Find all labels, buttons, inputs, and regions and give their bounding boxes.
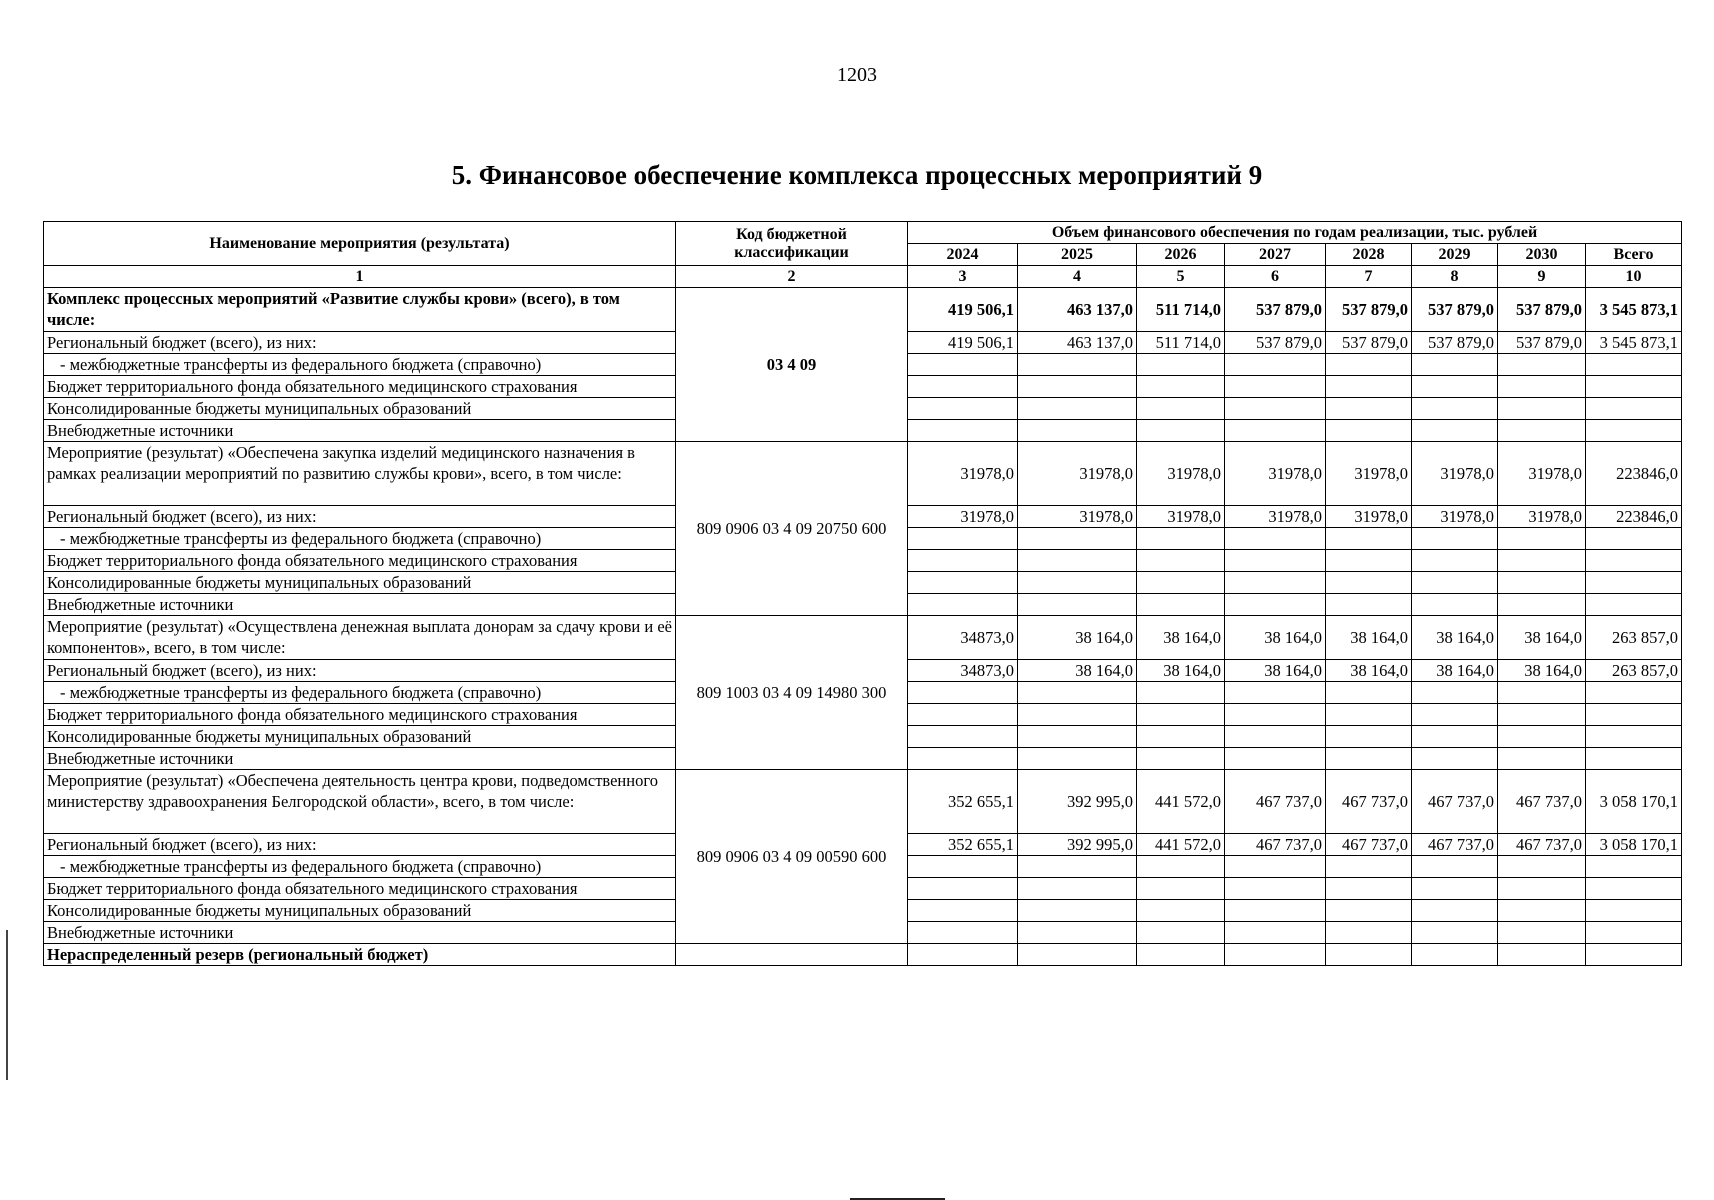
value-cell	[1586, 856, 1682, 878]
value-cell	[908, 594, 1018, 616]
value-cell	[1412, 900, 1498, 922]
value-cell	[1412, 922, 1498, 944]
row-label-municipal: Консолидированные бюджеты муниципальных образований	[44, 572, 676, 594]
header-col-number: 1	[44, 266, 676, 288]
value-cell	[1498, 528, 1586, 550]
value-cell	[1586, 726, 1682, 748]
value-cell: 31978,0	[1326, 442, 1412, 506]
value-cell	[1586, 572, 1682, 594]
value-cell	[676, 944, 908, 966]
value-cell	[1412, 398, 1498, 420]
budget-code: 03 4 09	[676, 288, 908, 442]
value-cell: 38 164,0	[1225, 660, 1326, 682]
value-cell: 38 164,0	[1412, 660, 1498, 682]
value-cell: 392 995,0	[1018, 770, 1137, 834]
value-cell: 467 737,0	[1326, 834, 1412, 856]
value-cell	[1586, 354, 1682, 376]
row-label-transfers: - межбюджетные трансферты из федерального бюджета (справочно)	[44, 856, 676, 878]
header-col-number: 2	[676, 266, 908, 288]
value-cell	[1225, 682, 1326, 704]
value-cell: 31978,0	[908, 442, 1018, 506]
value-cell	[1137, 594, 1225, 616]
value-cell	[908, 726, 1018, 748]
value-cell: 467 737,0	[1498, 770, 1586, 834]
value-cell: 31978,0	[1018, 442, 1137, 506]
value-cell: 467 737,0	[1225, 770, 1326, 834]
value-cell	[1137, 922, 1225, 944]
table-row	[44, 944, 1682, 966]
value-cell	[1018, 528, 1137, 550]
value-cell: 537 879,0	[1326, 288, 1412, 332]
value-cell	[1225, 878, 1326, 900]
value-cell: 467 737,0	[1412, 834, 1498, 856]
value-cell	[1326, 856, 1412, 878]
value-cell	[908, 922, 1018, 944]
value-cell	[1137, 572, 1225, 594]
value-cell	[1412, 594, 1498, 616]
value-cell	[1326, 922, 1412, 944]
value-cell	[1412, 528, 1498, 550]
value-cell	[1137, 528, 1225, 550]
row-label-municipal: Консолидированные бюджеты муниципальных образований	[44, 726, 676, 748]
value-cell	[1412, 354, 1498, 376]
budget-code: 809 0906 03 4 09 00590 600	[676, 770, 908, 944]
value-cell	[1018, 420, 1137, 442]
value-cell: 38 164,0	[1018, 660, 1137, 682]
value-cell: 263 857,0	[1586, 616, 1682, 660]
value-cell	[1498, 420, 1586, 442]
header-year: 2026	[1137, 244, 1225, 266]
value-cell	[1586, 922, 1682, 944]
value-cell	[1326, 682, 1412, 704]
activity-title: Мероприятие (результат) «Осуществлена денежная выплата донорам за сдачу крови и её компонентов», всего, в том числе:	[44, 616, 676, 660]
value-cell: 511 714,0	[1137, 288, 1225, 332]
row-label-transfers: - межбюджетные трансферты из федерального бюджета (справочно)	[44, 354, 676, 376]
value-cell	[1137, 856, 1225, 878]
value-cell: 223846,0	[1586, 442, 1682, 506]
header-col-number: 8	[1412, 266, 1498, 288]
value-cell: 352 655,1	[908, 770, 1018, 834]
value-cell: 511 714,0	[1137, 332, 1225, 354]
value-cell	[1326, 528, 1412, 550]
value-cell	[1412, 856, 1498, 878]
value-cell	[1018, 726, 1137, 748]
value-cell: 537 879,0	[1498, 332, 1586, 354]
row-label-regional: Региональный бюджет (всего), из них:	[44, 834, 676, 856]
value-cell: 38 164,0	[1326, 616, 1412, 660]
value-cell	[1586, 594, 1682, 616]
value-cell	[1498, 376, 1586, 398]
value-cell	[1586, 878, 1682, 900]
value-cell: 34873,0	[908, 616, 1018, 660]
value-cell	[1018, 354, 1137, 376]
header-name: Наименование мероприятия (результата)	[44, 222, 676, 266]
header-col-number: 9	[1498, 266, 1586, 288]
value-cell: 223846,0	[1586, 506, 1682, 528]
value-cell: 467 737,0	[1225, 834, 1326, 856]
row-label-extrabudget: Внебюджетные источники	[44, 594, 676, 616]
value-cell	[1586, 420, 1682, 442]
value-cell	[1018, 900, 1137, 922]
value-cell	[1326, 878, 1412, 900]
value-cell: 537 879,0	[1412, 288, 1498, 332]
value-cell	[1225, 922, 1326, 944]
value-cell	[1412, 572, 1498, 594]
value-cell: 38 164,0	[1498, 660, 1586, 682]
row-label-transfers: - межбюджетные трансферты из федерального бюджета (справочно)	[44, 682, 676, 704]
row-label-regional: Региональный бюджет (всего), из них:	[44, 660, 676, 682]
value-cell	[1412, 682, 1498, 704]
value-cell	[1137, 398, 1225, 420]
value-cell: 467 737,0	[1498, 834, 1586, 856]
header-col-number: 10	[1586, 266, 1682, 288]
value-cell	[1586, 376, 1682, 398]
value-cell	[1137, 682, 1225, 704]
value-cell	[1586, 944, 1682, 966]
row-label-regional: Региональный бюджет (всего), из них:	[44, 332, 676, 354]
value-cell	[1326, 748, 1412, 770]
value-cell	[908, 572, 1018, 594]
value-cell	[1225, 376, 1326, 398]
value-cell: 352 655,1	[908, 834, 1018, 856]
value-cell	[1586, 900, 1682, 922]
budget-code: 809 1003 03 4 09 14980 300	[676, 616, 908, 770]
value-cell: 31978,0	[1225, 442, 1326, 506]
value-cell	[1498, 354, 1586, 376]
value-cell	[1498, 572, 1586, 594]
header-col-number: 5	[1137, 266, 1225, 288]
value-cell	[1225, 420, 1326, 442]
value-cell	[1326, 726, 1412, 748]
value-cell	[1225, 856, 1326, 878]
value-cell: 34873,0	[908, 660, 1018, 682]
header-col-number: 6	[1225, 266, 1326, 288]
table-row	[44, 442, 1682, 506]
budget-code: 809 0906 03 4 09 20750 600	[676, 442, 908, 616]
value-cell	[1326, 398, 1412, 420]
value-cell	[1326, 572, 1412, 594]
value-cell: 31978,0	[1137, 506, 1225, 528]
row-label-tfoms: Бюджет территориального фонда обязательного медицинского страхования	[44, 878, 676, 900]
value-cell	[1498, 944, 1586, 966]
header-year: 2030	[1498, 244, 1586, 266]
value-cell: 463 137,0	[1018, 332, 1137, 354]
value-cell	[1586, 682, 1682, 704]
value-cell	[1412, 550, 1498, 572]
row-label-tfoms: Бюджет территориального фонда обязательного медицинского страхования	[44, 550, 676, 572]
value-cell	[1498, 594, 1586, 616]
value-cell	[908, 354, 1018, 376]
value-cell	[1326, 944, 1412, 966]
value-cell: 38 164,0	[1412, 616, 1498, 660]
row-label-extrabudget: Внебюджетные источники	[44, 922, 676, 944]
header-col-number: 7	[1326, 266, 1412, 288]
value-cell	[1137, 354, 1225, 376]
value-cell: 31978,0	[1498, 506, 1586, 528]
value-cell	[908, 528, 1018, 550]
value-cell: 38 164,0	[1498, 616, 1586, 660]
value-cell	[1018, 748, 1137, 770]
value-cell	[1018, 704, 1137, 726]
table-row	[44, 770, 1682, 834]
value-cell	[1225, 528, 1326, 550]
value-cell	[1225, 704, 1326, 726]
value-cell	[1498, 550, 1586, 572]
value-cell	[1225, 550, 1326, 572]
value-cell	[1498, 922, 1586, 944]
value-cell: 441 572,0	[1137, 834, 1225, 856]
value-cell	[1137, 944, 1225, 966]
value-cell	[908, 748, 1018, 770]
value-cell	[1018, 594, 1137, 616]
value-cell	[1137, 900, 1225, 922]
value-cell	[1498, 726, 1586, 748]
reserve-label: Нераспределенный резерв (региональный бюджет)	[44, 944, 676, 966]
table-row	[44, 616, 1682, 660]
value-cell	[1412, 704, 1498, 726]
scan-edge	[6, 930, 8, 1080]
value-cell: 31978,0	[1412, 506, 1498, 528]
value-cell	[908, 420, 1018, 442]
value-cell	[1137, 376, 1225, 398]
value-cell	[1326, 594, 1412, 616]
value-cell: 441 572,0	[1137, 770, 1225, 834]
value-cell	[908, 376, 1018, 398]
activity-title: Мероприятие (результат) «Обеспечена закупка изделий медицинского назначения в рамках реализации мероприятий по развитию службы крови», всего, в том числе:	[44, 442, 676, 506]
value-cell	[1018, 944, 1137, 966]
value-cell	[1586, 704, 1682, 726]
value-cell	[1412, 376, 1498, 398]
value-cell: 537 879,0	[1498, 288, 1586, 332]
value-cell	[908, 900, 1018, 922]
value-cell	[1326, 550, 1412, 572]
value-cell: 38 164,0	[1137, 660, 1225, 682]
value-cell: 3 545 873,1	[1586, 288, 1682, 332]
value-cell	[1225, 748, 1326, 770]
value-cell: 3 058 170,1	[1586, 834, 1682, 856]
value-cell: 38 164,0	[1326, 660, 1412, 682]
header-year: Всего	[1586, 244, 1682, 266]
value-cell: 31978,0	[1018, 506, 1137, 528]
value-cell: 537 879,0	[1326, 332, 1412, 354]
value-cell	[1498, 878, 1586, 900]
value-cell	[1586, 528, 1682, 550]
row-label-tfoms: Бюджет территориального фонда обязательного медицинского страхования	[44, 376, 676, 398]
value-cell	[1498, 900, 1586, 922]
value-cell	[1018, 682, 1137, 704]
value-cell	[908, 944, 1018, 966]
value-cell: 31978,0	[1412, 442, 1498, 506]
page-number: 1203	[837, 64, 877, 86]
value-cell	[908, 878, 1018, 900]
value-cell: 31978,0	[1498, 442, 1586, 506]
value-cell: 3 545 873,1	[1586, 332, 1682, 354]
value-cell	[1018, 572, 1137, 594]
header-col-number: 3	[908, 266, 1018, 288]
value-cell	[1498, 856, 1586, 878]
value-cell	[1137, 878, 1225, 900]
financing-table	[43, 221, 1682, 966]
activity-title: Комплекс процессных мероприятий «Развитие службы крови» (всего), в том числе:	[44, 288, 676, 332]
value-cell	[908, 704, 1018, 726]
value-cell: 31978,0	[1137, 442, 1225, 506]
value-cell: 38 164,0	[1225, 616, 1326, 660]
value-cell: 537 879,0	[1412, 332, 1498, 354]
value-cell	[1586, 748, 1682, 770]
value-cell: 467 737,0	[1326, 770, 1412, 834]
header-col-number: 4	[1018, 266, 1137, 288]
row-label-extrabudget: Внебюджетные источники	[44, 748, 676, 770]
value-cell	[1018, 922, 1137, 944]
header-code: Код бюджетной классификации	[676, 222, 908, 266]
value-cell	[1586, 550, 1682, 572]
section-title: 5. Финансовое обеспечение комплекса процессных мероприятий 9	[451, 160, 1263, 190]
value-cell: 263 857,0	[1586, 660, 1682, 682]
value-cell: 31978,0	[1225, 506, 1326, 528]
table-row	[44, 288, 1682, 332]
value-cell: 392 995,0	[1018, 834, 1137, 856]
activity-title: Мероприятие (результат) «Обеспечена деятельность центра крови, подведомственного министерству здравоохранения Белгородской области», всего, в том числе:	[44, 770, 676, 834]
value-cell	[1018, 398, 1137, 420]
value-cell: 419 506,1	[908, 332, 1018, 354]
value-cell	[1018, 550, 1137, 572]
value-cell: 463 137,0	[1018, 288, 1137, 332]
value-cell	[1412, 726, 1498, 748]
value-cell	[1326, 704, 1412, 726]
value-cell	[1225, 944, 1326, 966]
value-cell	[1225, 900, 1326, 922]
value-cell: 467 737,0	[1412, 770, 1498, 834]
value-cell	[1225, 572, 1326, 594]
value-cell	[1498, 704, 1586, 726]
value-cell	[1018, 856, 1137, 878]
value-cell: 3 058 170,1	[1586, 770, 1682, 834]
value-cell	[1498, 682, 1586, 704]
value-cell	[908, 682, 1018, 704]
value-cell: 31978,0	[1326, 506, 1412, 528]
value-cell	[908, 398, 1018, 420]
value-cell: 31978,0	[908, 506, 1018, 528]
row-label-regional: Региональный бюджет (всего), из них:	[44, 506, 676, 528]
value-cell	[1225, 726, 1326, 748]
value-cell	[1412, 748, 1498, 770]
value-cell	[1137, 550, 1225, 572]
value-cell: 537 879,0	[1225, 288, 1326, 332]
row-label-municipal: Консолидированные бюджеты муниципальных образований	[44, 900, 676, 922]
row-label-municipal: Консолидированные бюджеты муниципальных образований	[44, 398, 676, 420]
value-cell	[1225, 594, 1326, 616]
header-year: 2028	[1326, 244, 1412, 266]
value-cell	[1018, 878, 1137, 900]
value-cell	[1137, 420, 1225, 442]
header-year: 2027	[1225, 244, 1326, 266]
header-year: 2024	[908, 244, 1018, 266]
value-cell	[1018, 376, 1137, 398]
value-cell	[1326, 354, 1412, 376]
value-cell	[1137, 726, 1225, 748]
value-cell: 419 506,1	[908, 288, 1018, 332]
row-label-transfers: - межбюджетные трансферты из федерального бюджета (справочно)	[44, 528, 676, 550]
value-cell	[1326, 376, 1412, 398]
value-cell	[1326, 900, 1412, 922]
value-cell	[1326, 420, 1412, 442]
value-cell	[908, 856, 1018, 878]
header-year: 2029	[1412, 244, 1498, 266]
value-cell	[908, 550, 1018, 572]
value-cell: 38 164,0	[1018, 616, 1137, 660]
header-year: 2025	[1018, 244, 1137, 266]
row-label-tfoms: Бюджет территориального фонда обязательного медицинского страхования	[44, 704, 676, 726]
value-cell	[1225, 398, 1326, 420]
value-cell	[1412, 944, 1498, 966]
row-label-extrabudget: Внебюджетные источники	[44, 420, 676, 442]
value-cell	[1412, 420, 1498, 442]
value-cell: 537 879,0	[1225, 332, 1326, 354]
value-cell	[1586, 398, 1682, 420]
value-cell	[1412, 878, 1498, 900]
value-cell	[1137, 748, 1225, 770]
header-volume: Объем финансового обеспечения по годам реализации, тыс. рублей	[908, 222, 1682, 244]
value-cell	[1498, 398, 1586, 420]
value-cell	[1137, 704, 1225, 726]
value-cell	[1498, 748, 1586, 770]
value-cell	[1225, 354, 1326, 376]
value-cell: 38 164,0	[1137, 616, 1225, 660]
